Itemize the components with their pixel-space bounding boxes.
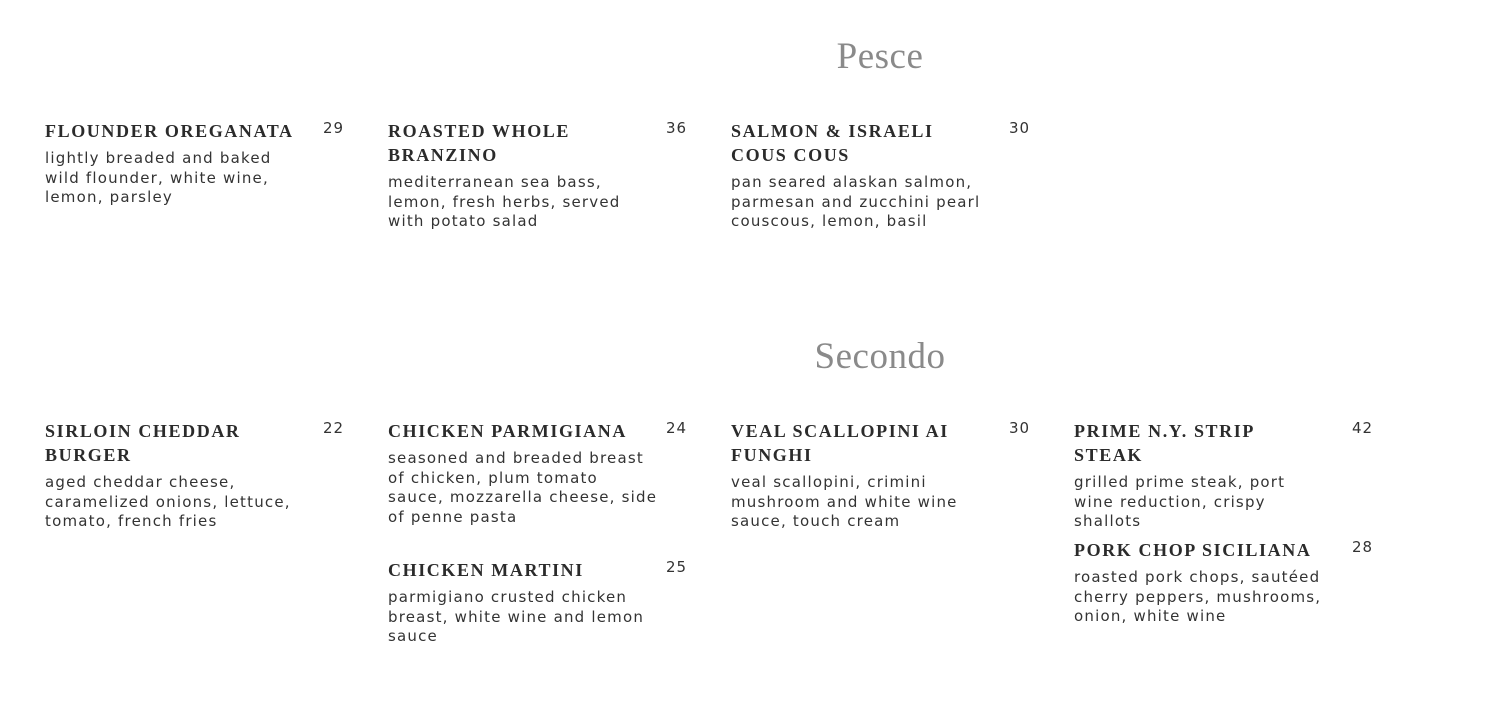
menu-item-price: 29 [323,119,345,137]
menu-item-veal-scallopini-ai-funghi [731,419,1031,532]
menu-item-description: veal scallopini, crimini mushroom and white wine sauce, touch cream [731,473,958,530]
menu-item-description: roasted pork chops, sautéed cherry peppers, mushrooms, onion, white wine [1074,568,1322,625]
section-title-pesce: Pesce [836,36,924,77]
menu-item-price: 22 [323,419,345,437]
menu-item-sirloin-cheddar-burger [45,419,345,532]
menu-item-description: grilled prime steak, port wine reduction, crispy shallots [1074,473,1286,530]
menu-item-name: PORK CHOP SICILIANA [1074,540,1312,560]
menu-item-name: VEAL SCALLOPINI AI FUNGHI [731,421,949,465]
menu-item-price: 30 [1009,419,1031,437]
menu-item-header [388,558,688,582]
menu-item-price: 42 [1352,419,1374,437]
section-title-secondo: Secondo [814,336,946,377]
menu-item-roasted-whole-branzino [388,119,688,232]
menu-item-description: pan seared alaskan salmon, parmesan and zucchini pearl couscous, lemon, basil [731,173,981,230]
menu-item-description: seasoned and breaded breast of chicken, plum tomato sauce, mozzarella cheese, side of penne pasta [388,449,658,526]
menu-item-header [388,119,688,167]
menu-item-header [731,419,1031,467]
menu-item-chicken-martini [388,558,688,647]
menu-item-chicken-parmigiana [388,419,688,527]
menu-item-header [45,419,345,467]
menu-item-description: mediterranean sea bass, lemon, fresh herbs, served with potato salad [388,173,621,230]
menu-item-pork-chop-siciliana [1074,538,1374,627]
menu-item-salmon-israeli-cous-cous [731,119,1031,232]
menu-item-price: 25 [666,558,688,576]
menu-item-description: aged cheddar cheese, caramelized onions, lettuce, tomato, french fries [45,473,291,530]
menu-item-price: 30 [1009,119,1031,137]
menu-item-name: SALMON & ISRAELI COUS COUS [731,121,934,165]
menu-item-name: FLOUNDER OREGANATA [45,121,294,141]
menu-item-header [731,119,1031,167]
menu-item-name: SIRLOIN CHEDDAR BURGER [45,421,241,465]
menu-item-header [388,419,688,443]
menu-item-price: 36 [666,119,688,137]
menu-item-prime-ny-strip-steak [1074,419,1374,532]
menu-item-flounder-oreganata [45,119,345,208]
menu-item-name: CHICKEN PARMIGIANA [388,421,627,441]
menu-item-price: 28 [1352,538,1374,556]
menu-item-description: lightly breaded and baked wild flounder, white wine, lemon, parsley [45,149,272,206]
menu-item-header [1074,419,1374,467]
menu-item-header [1074,538,1374,562]
menu-item-description: parmigiano crusted chicken breast, white wine and lemon sauce [388,588,645,645]
menu-item-name: CHICKEN MARTINI [388,560,584,580]
menu-item-name: PRIME N.Y. STRIP STEAK [1074,421,1254,465]
menu-item-price: 24 [666,419,688,437]
menu-item-header [45,119,345,143]
menu-item-name: ROASTED WHOLE BRANZINO [388,121,571,165]
